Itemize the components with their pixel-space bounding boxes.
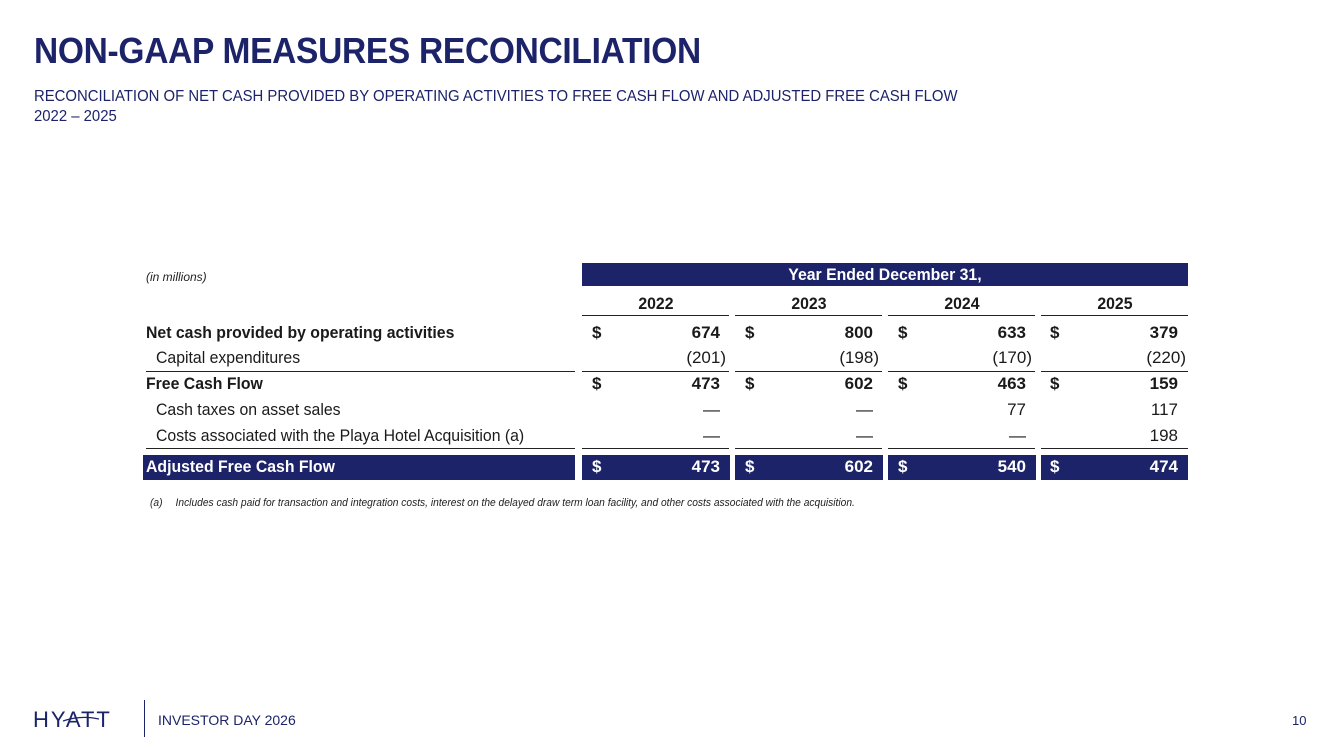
year-header-2022 [582, 294, 729, 316]
table-row-capital-expenditures [146, 346, 1188, 371]
currency-symbol: $ [898, 323, 908, 342]
value-2023: 602 [844, 374, 873, 393]
subtitle-line-1: RECONCILIATION OF NET CASH PROVIDED BY OPERATING ACTIVITIES TO FREE CASH FLOW AND ADJUSTED FREE CASH FLOW [34, 88, 958, 105]
footnote-marker: (a) [150, 497, 163, 509]
year-header-2025 [1041, 294, 1188, 316]
currency-symbol: $ [592, 323, 602, 342]
footnote-text: Includes cash paid for transaction and integration costs, interest on the delayed draw term loan facility, and other costs associated with the acquisition. [175, 497, 855, 509]
row-label: Capital expenditures [156, 348, 301, 367]
page-title: NON-GAAP MEASURES RECONCILIATION [34, 30, 701, 71]
value-2025: 474 [1149, 457, 1178, 476]
currency-symbol: $ [1050, 457, 1060, 476]
footer-event-label: INVESTOR DAY 2026 [158, 712, 296, 728]
value-2022: 473 [691, 457, 720, 476]
value-2025: 159 [1149, 374, 1178, 393]
value-2025: 117 [1150, 400, 1178, 419]
table-row-net-cash-operating [146, 321, 1188, 346]
row-divider [888, 448, 1035, 449]
table-row-adjusted-free-cash-flow [146, 455, 1188, 480]
row-label: Adjusted Free Cash Flow [146, 457, 335, 476]
row-divider [735, 448, 882, 449]
page-number: 10 [1292, 713, 1307, 728]
value-2024: 463 [997, 374, 1026, 393]
units-label: (in millions) [146, 270, 207, 284]
value-2024: — [1009, 426, 1026, 445]
row-divider [582, 448, 729, 449]
period-header [582, 263, 1188, 289]
year-header-2024 [888, 294, 1035, 316]
year-header-text: 2022 [637, 294, 674, 313]
year-header-text: 2025 [1096, 294, 1133, 313]
value-2024: 540 [997, 457, 1026, 476]
row-label: Cash taxes on asset sales [156, 400, 341, 419]
page-subtitle [34, 87, 958, 127]
currency-symbol: $ [898, 374, 908, 393]
table-row-free-cash-flow [146, 372, 1188, 397]
value-2024: (170) [992, 348, 1032, 367]
row-divider [1041, 448, 1188, 449]
currency-symbol: $ [592, 457, 602, 476]
hyatt-logo [33, 706, 131, 732]
currency-symbol: $ [1050, 323, 1060, 342]
value-2023: 602 [844, 457, 873, 476]
currency-symbol: $ [592, 374, 602, 393]
value-2024: 633 [997, 323, 1026, 342]
subtitle-line-2: 2022 – 2025 [34, 108, 117, 125]
value-2022: (201) [686, 348, 726, 367]
value-2022: 674 [691, 323, 720, 342]
currency-symbol: $ [898, 457, 908, 476]
value-2023: — [856, 400, 873, 419]
table-row-playa-acquisition-costs [146, 424, 1188, 449]
footer-divider [144, 700, 145, 737]
row-divider [146, 448, 575, 449]
year-header-text: 2023 [790, 294, 827, 313]
currency-symbol: $ [745, 457, 755, 476]
currency-symbol: $ [745, 374, 755, 393]
year-header-text: 2024 [943, 294, 980, 313]
value-2025: (220) [1146, 348, 1186, 367]
currency-symbol: $ [1050, 374, 1060, 393]
value-2023: — [856, 426, 873, 445]
period-header-text: Year Ended December 31, [788, 264, 982, 284]
row-label: Free Cash Flow [146, 374, 263, 393]
row-label: Costs associated with the Playa Hotel Acquisition (a) [156, 426, 525, 445]
value-2025: 379 [1149, 323, 1178, 342]
value-2022: — [703, 400, 720, 419]
value-2023: (198) [839, 348, 879, 367]
value-2022: — [703, 426, 720, 445]
year-header-2023 [735, 294, 882, 316]
value-2023: 800 [844, 323, 873, 342]
logo-text: HYATT [33, 707, 112, 732]
currency-symbol: $ [745, 323, 755, 342]
table-row-cash-taxes [146, 398, 1188, 423]
row-label: Net cash provided by operating activities [146, 323, 455, 342]
value-2024: 77 [1007, 400, 1026, 419]
value-2025: 198 [1149, 426, 1178, 445]
value-2022: 473 [691, 374, 720, 393]
footnote [150, 497, 855, 509]
